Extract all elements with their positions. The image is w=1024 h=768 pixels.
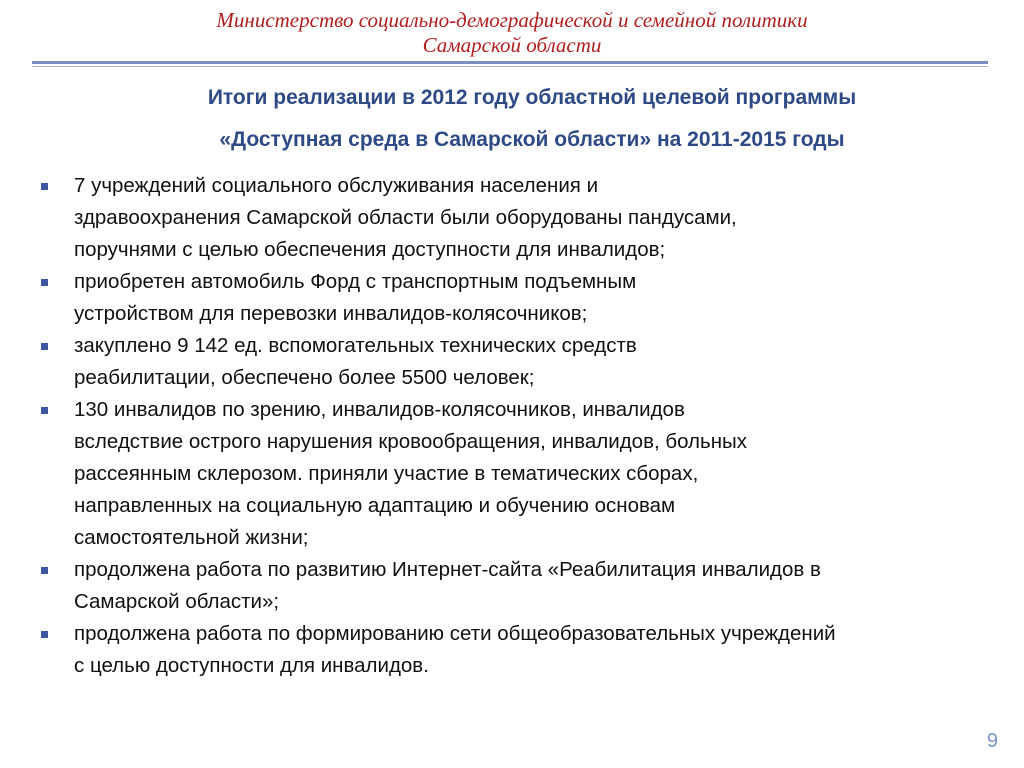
list-item-text: приобретен автомобиль Форд с транспортным подъемным (74, 270, 637, 293)
square-bullet-icon (41, 343, 48, 350)
list-item-text: направленных на социальную адаптацию и обучению основам (74, 494, 676, 517)
list-item-text: поручнями с целью обеспечения доступности для инвалидов; (74, 238, 666, 261)
page-number: 9 (986, 730, 998, 752)
square-bullet-icon (41, 631, 48, 638)
square-bullet-icon (41, 279, 48, 286)
list-item-text: устройством для перевозки инвалидов-колясочников; (74, 302, 588, 325)
list-item-text: 7 учреждений социального обслуживания населения и (74, 174, 599, 197)
square-bullet-icon (41, 407, 48, 414)
results-bullet-list (30, 170, 1010, 682)
slide-title-line1: Итоги реализации в 2012 году областной целевой программы (207, 86, 857, 109)
list-item-text: реабилитации, обеспечено более 5500 человек; (74, 366, 535, 389)
list-item (30, 170, 1010, 266)
list-item-text: рассеянным склерозом. приняли участие в тематических сборах, (74, 462, 699, 485)
list-item-text: закуплено 9 142 ед. вспомогательных технических средств (74, 334, 637, 357)
list-item-text: самостоятельной жизни; (74, 526, 309, 549)
square-bullet-icon (41, 567, 48, 574)
list-item (30, 618, 1010, 682)
list-item-text: здравоохранения Самарской области были оборудованы пандусами, (74, 206, 737, 229)
list-item (30, 266, 1010, 330)
slide-title-line2: «Доступная среда в Самарской области» на 2011-2015 годы (219, 128, 845, 151)
list-item-text: 130 инвалидов по зрению, инвалидов-колясочников, инвалидов (74, 398, 685, 421)
ministry-name-line2: Самарской области (422, 33, 602, 57)
header-divider-thick (32, 61, 988, 64)
list-item-text: продолжена работа по развитию Интернет-сайта «Реабилитация инвалидов в (74, 558, 821, 581)
list-item (30, 394, 1010, 554)
ministry-name-line1: Министерство социально-демографической и семейной политики (216, 8, 808, 32)
square-bullet-icon (41, 183, 48, 190)
list-item-text: с целью доступности для инвалидов. (74, 654, 429, 677)
list-item (30, 330, 1010, 394)
list-item-text: продолжена работа по формированию сети общеобразовательных учреждений (74, 622, 836, 645)
header-divider-thin (32, 66, 988, 67)
list-item-text: Самарской области»; (74, 590, 280, 613)
list-item-text: вследствие острого нарушения кровообращения, инвалидов, больных (74, 430, 747, 453)
list-item (30, 554, 1010, 618)
